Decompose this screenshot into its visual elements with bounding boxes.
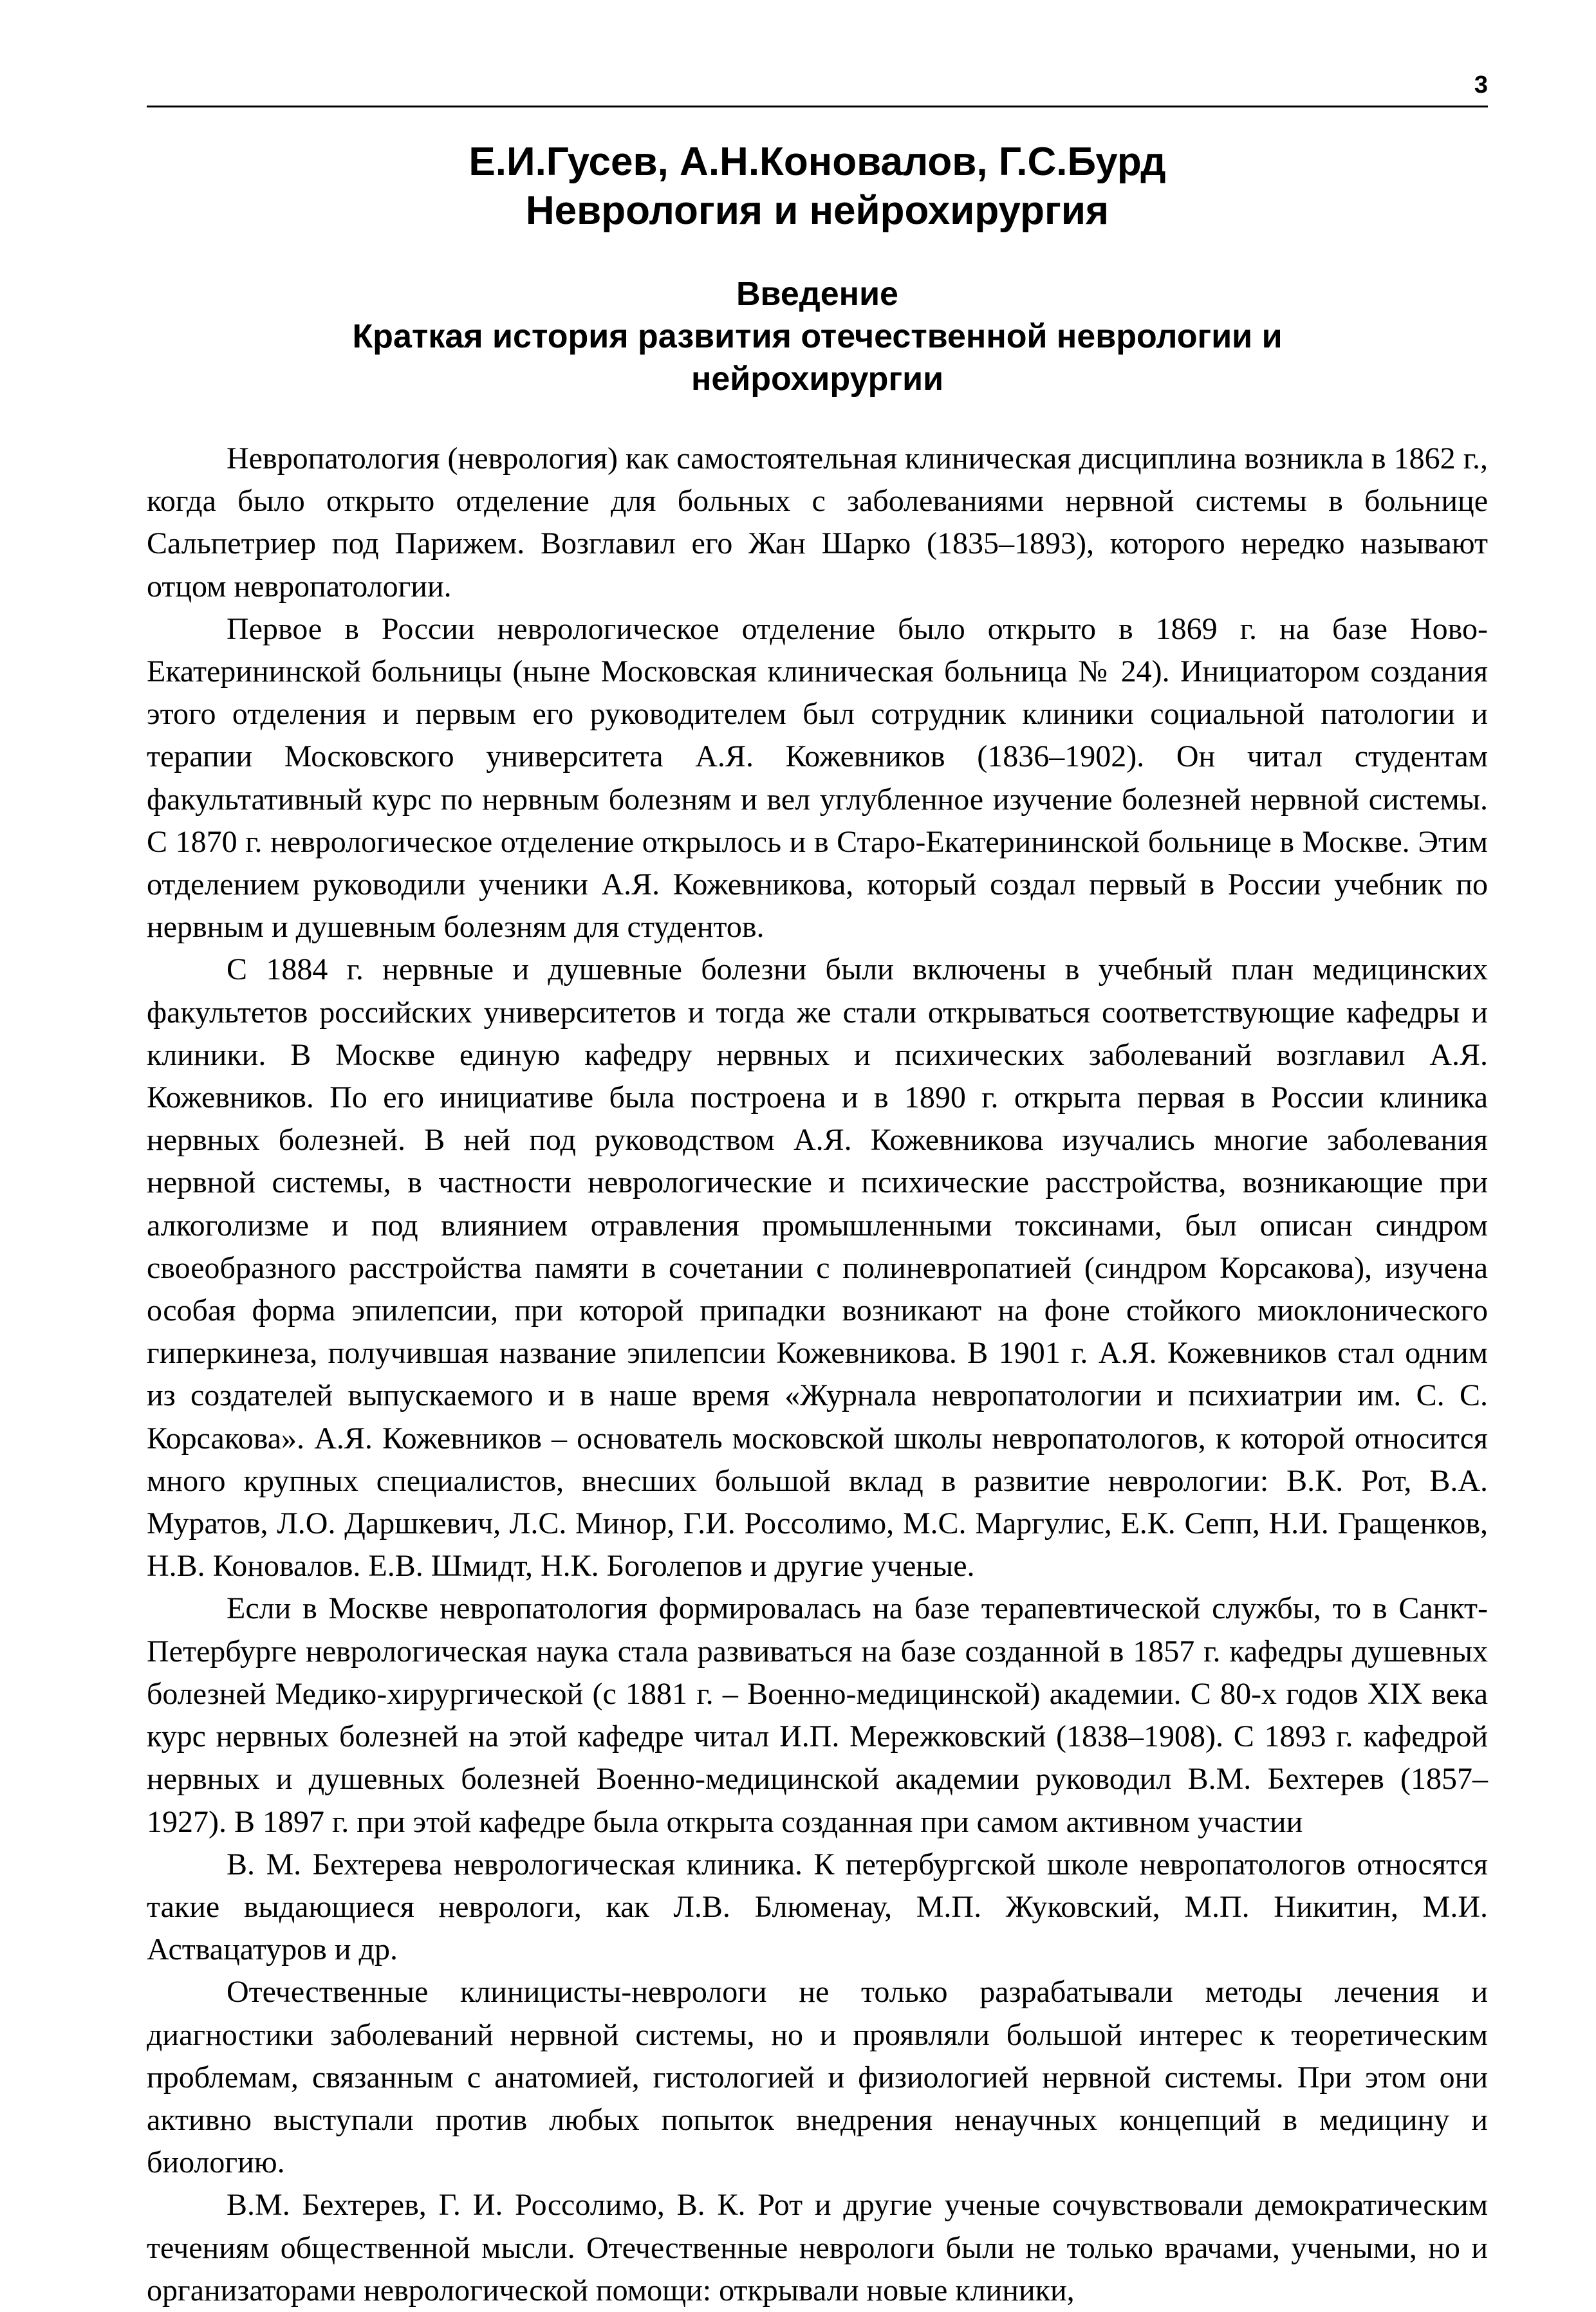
paragraph: В.М. Бехтерев, Г. И. Россолимо, В. К. Рот и другие ученые сочувствовали демократическим течениям общественной мысли. Отечественные неврологи были не только врачами, учеными, но и организаторами неврологической помощи: открывали новые клиники, — [147, 2188, 1488, 2307]
paragraph: Первое в России неврологическое отделение было открыто в 1869 г. на базе Ново-Екатерининской больницы (ныне Московская клиническая больница № 24). Инициатором создания этого отделения и первым его руководителем был сотрудник клиники социальной патологии и терапии Московского университета А.Я. Кожевников (1836–1902). Он читал студентам факультативный курс по нервным болезням и вел углубленное изучение болезней нервной системы. С 1870 г. неврологическое отделение открылось и в Старо-Екатерининской больнице в Москве. Этим отделением руководили ученики А.Я. Кожевникова, который создал первый в России учебник по нервным и душевным болезням для студентов. — [147, 611, 1488, 945]
paragraph: С 1884 г. нервные и душевные болезни были включены в учебный план медицинских факультетов российских университетов и тогда же стали открываться соответствующие кафедры и клиники. В Москве единую кафедру нервных и психических заболеваний возглавил А.Я. Кожевников. По его инициативе была построена и в 1890 г. открыта первая в России клиника нервных болезней. В ней под руководством А.Я. Кожевникова изучались многие заболевания нервной системы, в частности неврологические и психические расстройства, возникающие при алкоголизме и под влиянием отравления промышленными токсинами, был описан синдром своеобразного расстройства памяти в сочетании с полиневропатией (синдром Корсакова), изучена особая форма эпилепсии, при которой припадки возникают на фоне стойкого миоклонического гиперкинеза, получившая название эпилепсии Кожевникова. В 1901 г. А.Я. Кожевников стал одним из создателей выпускаемого и в наше время «Журнала невропатологии и психиатрии им. С. С. Корсакова». А.Я. Кожевников – основатель московской школы невропатологов, к которой относится много крупных специалистов, внесших большой вклад в развитие неврологии: В.К. Рот, В.А. Муратов, Л.О. Даршкевич, Л.С. Минор, Г.И. Россолимо, М.С. Маргулис, Е.К. Сепп, Н.И. Гращенков, Н.В. Коновалов. Е.В. Шмидт, Н.К. Боголепов и другие ученые. — [147, 952, 1488, 1584]
paragraph: Если в Москве невропатология формировалась на базе терапевтической службы, то в Санкт-Петербурге неврологическая наука стала развиваться на базе созданной в 1857 г. кафедры душевных болезней Медико-хирургической (с 1881 г. – Военно-медицинской) академии. С 80-х годов XIX века курс нервных болезней на этой кафедре читал И.П. Мережковский (1838–1908). С 1893 г. кафедрой нервных и душевных болезней Военно-медицинской академии руководил В.М. Бехтерев (1857–1927). В 1897 г. при этой кафедре была открыта созданная при самом активном участии — [147, 1591, 1488, 1839]
title-block — [147, 138, 1488, 236]
paragraph: Невропатология (неврология) как самостоятельная клиническая дисциплина возникла в 1862 г., когда было открыто отделение для больных с заболеваниями нервной системы в больнице Сальпетриер под Парижем. Возглавил его Жан Шарко (1835–1893), которого нередко называют отцом невропатологии. — [147, 441, 1488, 604]
book-authors: Е.И.Гусев, А.Н.Коновалов, Г.С.Бурд — [469, 140, 1166, 184]
section-heading: Введение — [736, 275, 898, 313]
section-subtitle: Краткая история развития отечественной неврологии и нейрохирургии — [352, 318, 1283, 398]
book-title: Неврология и нейрохирургия — [525, 189, 1109, 233]
body-text — [147, 438, 1488, 2312]
paragraph: Отечественные клиницисты-неврологи не только разрабатывали методы лечения и диагностики заболеваний нервной системы, но и проявляли большой интерес к теоретическим проблемам, связанным с анатомией, гистологией и физиологией нервной системы. При этом они активно выступали против любых попыток внедрения ненаучных концепций в медицину и биологию. — [147, 1975, 1488, 2180]
header-rule — [147, 106, 1488, 107]
page-number: 3 — [1474, 71, 1488, 98]
paragraph: В. М. Бехтерева неврологическая клиника. К петербургской школе невропатологов относятся такие выдающиеся неврологи, как Л.В. Блюменау, М.П. Жуковский, М.П. Никитин, М.И. Аствацатуров и др. — [147, 1847, 1488, 1967]
section-heading-block — [147, 273, 1488, 400]
